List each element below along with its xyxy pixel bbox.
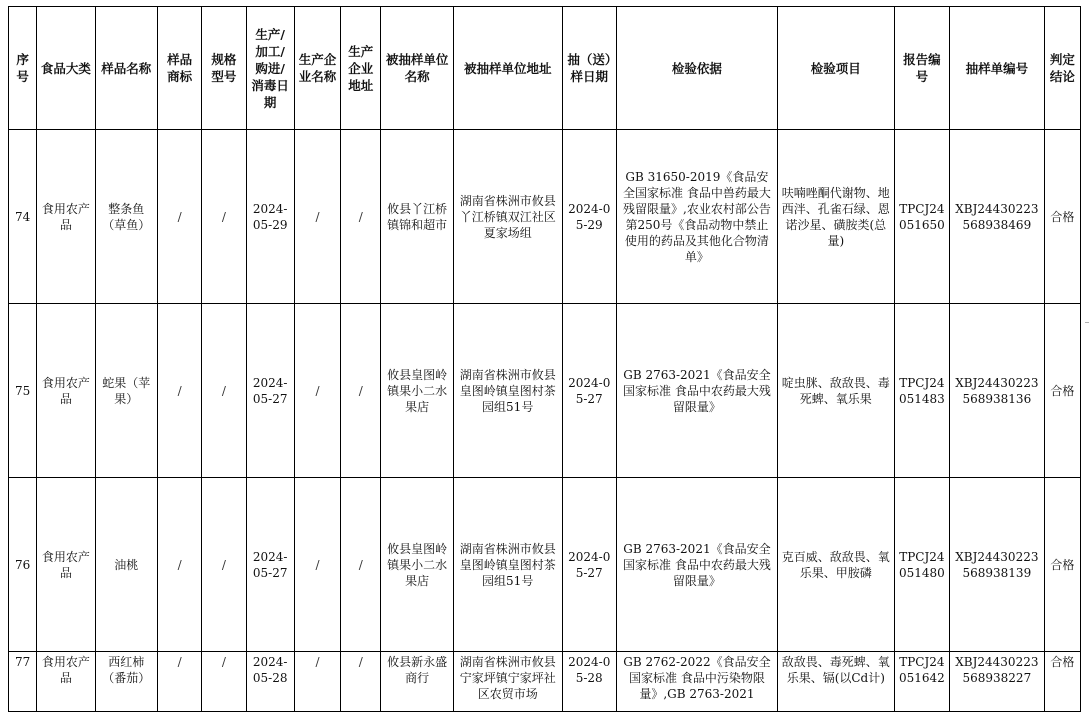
header-cell: 被抽样单位名称 xyxy=(381,7,453,130)
header-cell: 生产企业名称 xyxy=(294,7,340,130)
cell-sampling-date: 2024-05-29 xyxy=(562,130,616,304)
cell-sample-name: 整条鱼（草鱼） xyxy=(95,130,157,304)
cell-sampled-unit: 攸县皇图岭镇果小二水果店 xyxy=(381,478,453,652)
cell-production-date: 2024-05-29 xyxy=(246,130,294,304)
cell-serial: 74 xyxy=(9,130,37,304)
cell-producer-name: / xyxy=(294,478,340,652)
cell-sampling-no: XBJ24430223568938227 xyxy=(950,652,1045,712)
cell-production-date: 2024-05-28 xyxy=(246,652,294,712)
header-cell: 被抽样单位地址 xyxy=(453,7,562,130)
cell-serial: 77 xyxy=(9,652,37,712)
cell-category: 食用农产品 xyxy=(37,130,95,304)
header-cell: 样品名称 xyxy=(95,7,157,130)
cell-sampling-no: XBJ24430223568938136 xyxy=(950,304,1045,478)
header-cell: 抽（送）样日期 xyxy=(562,7,616,130)
cell-conclusion: 合格 xyxy=(1044,304,1080,478)
cell-producer-name: / xyxy=(294,130,340,304)
cell-standard: GB 2763-2021《食品安全国家标准 食品中农药最大残留限量》 xyxy=(616,304,777,478)
header-row xyxy=(9,7,1081,130)
cell-sampled-unit: 攸县皇图岭镇果小二水果店 xyxy=(381,304,453,478)
cell-producer-name: / xyxy=(294,304,340,478)
cell-production-date: 2024-05-27 xyxy=(246,304,294,478)
cell-producer-address: / xyxy=(341,652,381,712)
cell-spec: / xyxy=(202,478,246,652)
cell-producer-name: / xyxy=(294,652,340,712)
header-cell: 生产/加工/购进/消毒日期 xyxy=(246,7,294,130)
cell-standard: GB 31650-2019《食品安全国家标准 食品中兽药最大残留限量》,农业农村部公告 第250号《食品动物中禁止使用的药品及其他化合物清单》 xyxy=(616,130,777,304)
cell-sampling-date: 2024-05-28 xyxy=(562,652,616,712)
cell-sampled-unit: 攸县丫江桥镇锦和超市 xyxy=(381,130,453,304)
table-row xyxy=(9,652,1081,712)
cell-trademark: / xyxy=(157,652,201,712)
cell-producer-address: / xyxy=(341,478,381,652)
cell-conclusion: 合格 xyxy=(1044,652,1080,712)
scroll-marker xyxy=(1085,322,1089,323)
header-cell: 判定结论 xyxy=(1044,7,1080,130)
cell-sampled-unit: 攸县新永盛商行 xyxy=(381,652,453,712)
inspection-table-frame xyxy=(8,6,1081,701)
header-cell: 样品商标 xyxy=(157,7,201,130)
header-cell: 抽样单编号 xyxy=(950,7,1045,130)
cell-spec: / xyxy=(202,652,246,712)
cell-sampled-address: 湖南省株洲市攸县皇图岭镇皇图村茶园组51号 xyxy=(453,304,562,478)
cell-sample-name: 蛇果（苹果） xyxy=(95,304,157,478)
header-cell: 生产企业地址 xyxy=(341,7,381,130)
cell-test-items: 呋喃唑酮代谢物、地西泮、孔雀石绿、恩诺沙星、磺胺类(总量) xyxy=(777,130,894,304)
cell-test-items: 敌敌畏、毒死蜱、氧乐果、镉(以Cd计) xyxy=(777,652,894,712)
cell-standard: GB 2762-2022《食品安全国家标准 食品中污染物限量》,GB 2763-2021 xyxy=(616,652,777,712)
cell-sampling-no: XBJ24430223568938139 xyxy=(950,478,1045,652)
cell-sampled-address: 湖南省株洲市攸县皇图岭镇皇图村茶园组51号 xyxy=(453,478,562,652)
header-cell: 食品大类 xyxy=(37,7,95,130)
cell-sampled-address: 湖南省株洲市攸县丫江桥镇双江社区夏家场组 xyxy=(453,130,562,304)
table-row xyxy=(9,478,1081,652)
cell-serial: 76 xyxy=(9,478,37,652)
header-cell: 序号 xyxy=(9,7,37,130)
cell-sampled-address: 湖南省株洲市攸县宁家坪镇宁家坪社区农贸市场 xyxy=(453,652,562,712)
cell-sampling-date: 2024-05-27 xyxy=(562,478,616,652)
header-cell: 检验依据 xyxy=(616,7,777,130)
cell-category: 食用农产品 xyxy=(37,304,95,478)
cell-serial: 75 xyxy=(9,304,37,478)
inspection-results-table xyxy=(8,6,1081,712)
cell-test-items: 克百威、敌敌畏、氧乐果、甲胺磷 xyxy=(777,478,894,652)
cell-standard: GB 2763-2021《食品安全国家标准 食品中农药最大残留限量》 xyxy=(616,478,777,652)
cell-trademark: / xyxy=(157,130,201,304)
cell-spec: / xyxy=(202,304,246,478)
header-cell: 报告编号 xyxy=(894,7,949,130)
cell-spec: / xyxy=(202,130,246,304)
cell-report-no: TPCJ24051650 xyxy=(894,130,949,304)
table-row xyxy=(9,130,1081,304)
cell-category: 食用农产品 xyxy=(37,478,95,652)
header-cell: 规格型号 xyxy=(202,7,246,130)
cell-producer-address: / xyxy=(341,304,381,478)
cell-sample-name: 油桃 xyxy=(95,478,157,652)
cell-test-items: 啶虫脒、敌敌畏、毒死蜱、氧乐果 xyxy=(777,304,894,478)
cell-report-no: TPCJ24051642 xyxy=(894,652,949,712)
cell-conclusion: 合格 xyxy=(1044,478,1080,652)
cell-trademark: / xyxy=(157,478,201,652)
cell-production-date: 2024-05-27 xyxy=(246,478,294,652)
cell-sampling-date: 2024-05-27 xyxy=(562,304,616,478)
table-row xyxy=(9,304,1081,478)
cell-report-no: TPCJ24051480 xyxy=(894,478,949,652)
cell-category: 食用农产品 xyxy=(37,652,95,712)
cell-sampling-no: XBJ24430223568938469 xyxy=(950,130,1045,304)
cell-conclusion: 合格 xyxy=(1044,130,1080,304)
cell-report-no: TPCJ24051483 xyxy=(894,304,949,478)
cell-producer-address: / xyxy=(341,130,381,304)
cell-trademark: / xyxy=(157,304,201,478)
cell-sample-name: 西红柿（番茄） xyxy=(95,652,157,712)
header-cell: 检验项目 xyxy=(777,7,894,130)
